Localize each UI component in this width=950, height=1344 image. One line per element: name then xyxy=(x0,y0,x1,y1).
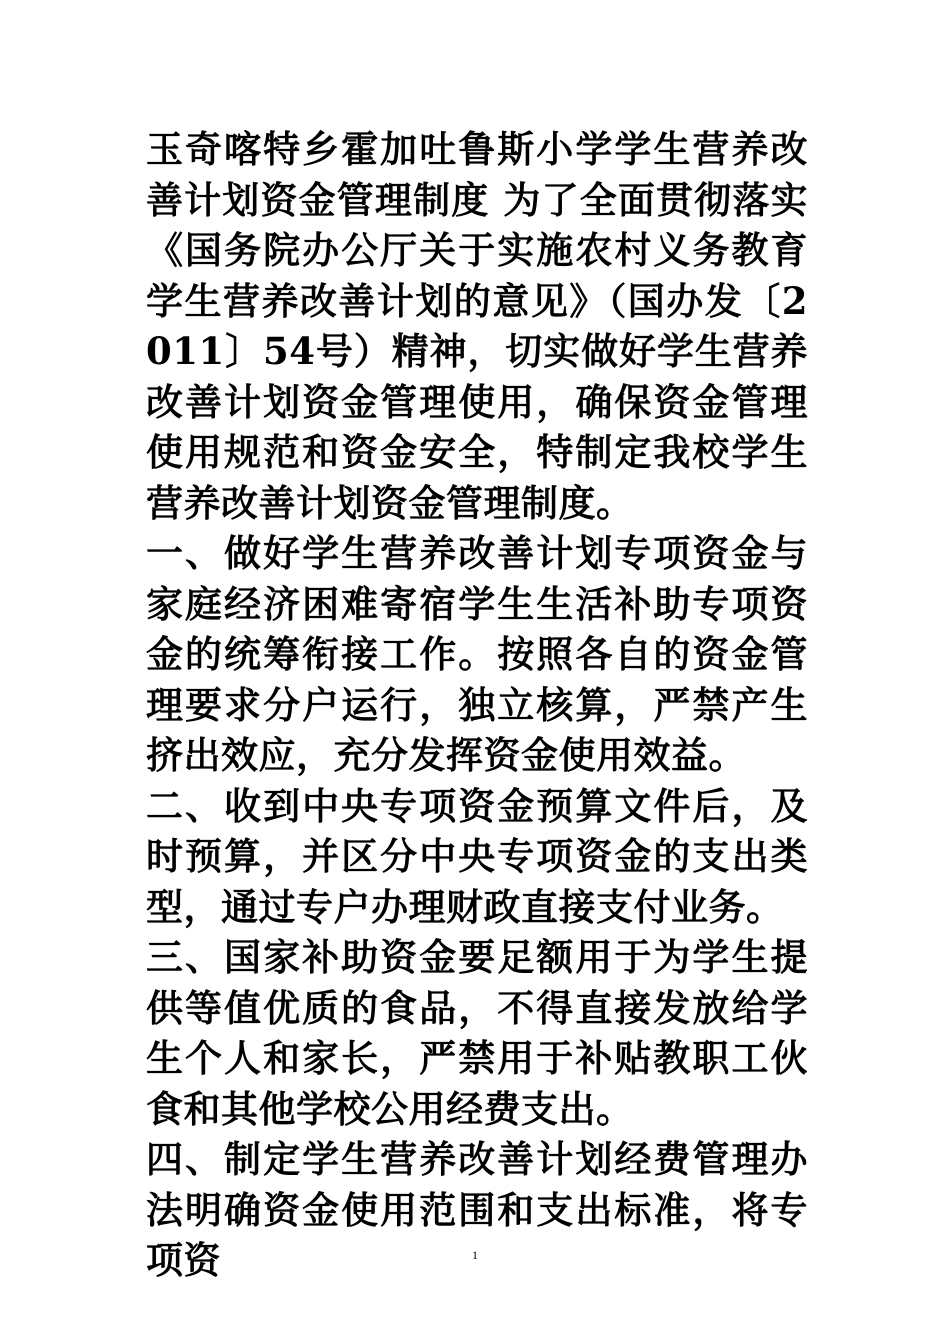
paragraph-item-1: 一、做好学生营养改善计划专项资金与家庭经济困难寄宿学生生活补助专项资金的统筹衔接工作。按照各自的资金管理要求分户运行，独立核算，严禁产生挤出效应，充分发挥资金使用效益。 xyxy=(146,531,808,777)
paragraph-item-4: 四、制定学生营养改善计划经费管理办法明确资金使用范围和支出标准，将专项资 xyxy=(146,1137,808,1282)
document-body xyxy=(146,124,808,1286)
paragraph-item-3: 三、国家补助资金要足额用于为学生提供等值优质的食品，不得直接发放给学生个人和家长，严禁用于补贴教职工伙食和其他学校公用经费支出。 xyxy=(146,935,808,1131)
paragraph-item-2: 二、收到中央专项资金预算文件后，及时预算，并区分中央专项资金的支出类型，通过专户办理财政直接支付业务。 xyxy=(146,783,808,929)
paragraph-title-intro: 玉奇喀特乡霍加吐鲁斯小学学生营养改善计划资金管理制度 为了全面贯彻落实《国务院办公厅关于实施农村义务教育学生营养改善计划的意见》（国办发〔2011〕54号）精神，切实做好学生营养改善计划资金管理使用，确保资金管理使用规范和资金安全，特制定我校学生营养改善计划资金管理制度。 xyxy=(146,127,808,525)
page-number: 1 xyxy=(472,1248,478,1262)
